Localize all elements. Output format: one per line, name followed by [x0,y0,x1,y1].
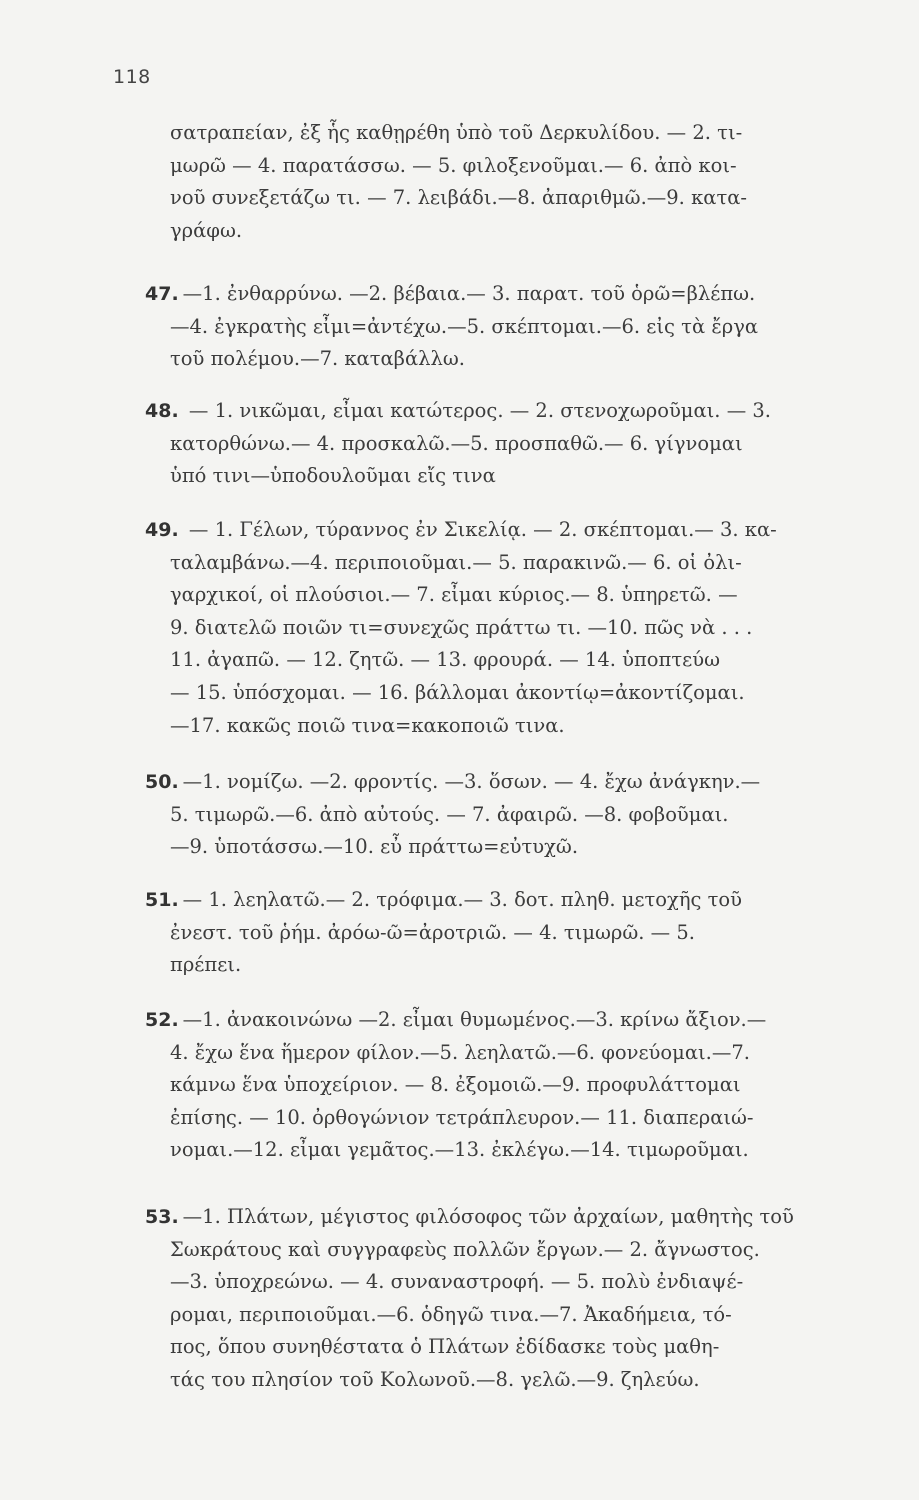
line-text: —1. νομίζω. —2. φροντίς. —3. ὅσων. — 4. ἔχω ἀνάγκην.— [182,770,761,793]
entry-number: 50. [145,771,179,793]
line-text: —3. ὑποχρεώνω. — 4. συναναστροφή. — 5. πολὺ ἐνδιαψέ- [170,1270,744,1293]
text-line [170,798,728,832]
line-text: πρέπει. [170,953,242,976]
entry-number: 51. [145,889,179,911]
line-text: — 15. ὑπόσχομαι. — 16. βάλλομαι ἀκοντίῳ=ἀκοντίζομαι. [170,681,745,704]
text-line [170,1330,719,1364]
entry-number: 52. [145,1009,179,1031]
entry-number: 53. [145,1206,179,1228]
line-text: 4. ἔχω ἕνα ἥμερον φίλον.—5. λεηλατῶ.—6. φονεύομαι.—7. [170,1041,750,1064]
line-text: ἐπίσης. — 10. ὀρθογώνιον τετράπλευρον.— 11. διαπεραιώ- [170,1106,754,1129]
line-text: κατορθώνω.— 4. προσκαλῶ.—5. προσπαθῶ.— 6. γίγνομαι [170,432,743,455]
text-line [170,1101,754,1135]
text-line [170,1068,741,1102]
line-text: 11. ἀγαπῶ. — 12. ζητῶ. — 13. φρουρά. — 14. ὑποπτεύω [170,648,720,671]
line-text: σατραπείαν, ἐξ ἧς καθῃρέθη ὑπὸ τοῦ Δερκυλίδου. — 2. τι- [170,121,743,144]
text-line [170,181,747,215]
line-text: τοῦ πολέμου.—7. καταβάλλω. [170,347,465,370]
text-line [170,1233,760,1267]
text-line [170,578,738,612]
line-text: —1. ἐνθαρρύνω. —2. βέβαια.— 3. παρατ. τοῦ ὁρῶ=βλέπω. [182,282,756,305]
text-line [170,427,743,461]
line-text: —1. ἀνακοινώνω —2. εἶμαι θυμωμένος.—3. κρίνω ἄξιον.— [182,1008,767,1031]
text-line [170,116,742,150]
line-text: νοῦ συνεξετάζω τι. — 7. λειβάδι.—8. ἀπαριθμῶ.—9. κατα- [170,186,747,209]
line-text: —9. ὑποτάσσω.—10. εὖ πράττω=εὐτυχῶ. [170,835,579,858]
text-line [170,214,242,248]
text-line [170,643,720,677]
text-line [170,310,758,344]
text-line [170,1133,749,1167]
entry-number: 47. [145,283,179,305]
text-line [170,342,465,376]
text-line [170,149,737,183]
text-line [145,277,755,311]
text-line [170,611,752,645]
text-line [170,830,578,864]
entry-number: 48. [145,400,179,422]
text-line [170,1363,700,1397]
line-text: —1. Πλάτων, μέγιστος φιλόσοφος τῶν ἀρχαίων, μαθητὴς τοῦ [182,1205,794,1228]
line-text: — 1. νικῶμαι, εἶμαι κατώτερος. — 2. στενοχωροῦμαι. — 3. [182,399,771,422]
line-text: μωρῶ — 4. παρατάσσω. — 5. φιλοξενοῦμαι.— 6. ἀπὸ κοι- [170,154,737,177]
line-text: ρομαι, περιποιοῦμαι.—6. ὁδηγῶ τινα.—7. Ἀκαδήμεια, τό- [170,1303,732,1326]
text-line [170,459,496,493]
entry-number: 49. [145,519,179,541]
line-text: νομαι.—12. εἶμαι γεμᾶτος.—13. ἐκλέγω.—14. τιμωροῦμαι. [170,1138,749,1161]
text-line [145,513,777,547]
page-number: 118 [113,66,151,88]
text-line [145,883,742,917]
line-text: —4. ἐγκρατὴς εἶμι=ἀντέχω.—5. σκέπτομαι.—6. εἰς τὰ ἔργα [170,315,759,338]
line-text: ταλαμβάνω.—4. περιποιοῦμαι.— 5. παρακινῶ.— 6. οἱ ὀλι- [170,551,742,574]
text-line [170,948,241,982]
line-text: τάς του πλησίον τοῦ Κολωνοῦ.—8. γελῶ.—9. ζηλεύω. [170,1368,700,1391]
text-line [170,676,745,710]
text-line [145,765,760,799]
line-text: — 1. Γέλων, τύραννος ἐν Σικελίᾳ. — 2. σκέπτομαι.— 3. κα- [182,518,777,541]
text-line [170,1265,743,1299]
line-text: 9. διατελῶ ποιῶν τι=συνεχῶς πράττω τι. —10. πῶς νὰ . . . [170,616,753,639]
line-text: γράφω. [170,219,243,242]
line-text: ἐνεστ. τοῦ ῥήμ. ἀρόω-ῶ=ἀροτριῶ. — 4. τιμωρῶ. — 5. [170,921,695,944]
text-line [145,394,771,428]
line-text: πος, ὅπου συνηθέστατα ὁ Πλάτων ἐδίδασκε τοὺς μαθη- [170,1335,720,1358]
text-line [170,546,742,580]
text-line [170,916,695,950]
line-text: 5. τιμωρῶ.—6. ἀπὸ αὐτούς. — 7. ἀφαιρῶ. —8. φοβοῦμαι. [170,803,729,826]
line-text: γαρχικοί, οἱ πλούσιοι.— 7. εἶμαι κύριος.— 8. ὑπηρετῶ. — [170,583,738,606]
line-text: —17. κακῶς ποιῶ τινα=κακοποιῶ τινα. [170,714,565,737]
text-line [145,1003,766,1037]
text-line [170,1298,732,1332]
line-text: κάμνω ἕνα ὑποχείριον. — 8. ἐξομοιῶ.—9. προφυλάττομαι [170,1073,741,1096]
text-line [170,709,565,743]
line-text: Σωκράτους καὶ συγγραφεὺς πολλῶν ἔργων.— 2. ἄγνωστος. [170,1238,760,1261]
line-text: — 1. λεηλατῶ.— 2. τρόφιμα.— 3. δοτ. πληθ. μετοχῆς τοῦ [182,888,743,911]
text-line [145,1200,794,1234]
text-line [170,1036,750,1070]
line-text: ὑπό τινι—ὑποδουλοῦμαι εἴς τινα [170,464,496,487]
